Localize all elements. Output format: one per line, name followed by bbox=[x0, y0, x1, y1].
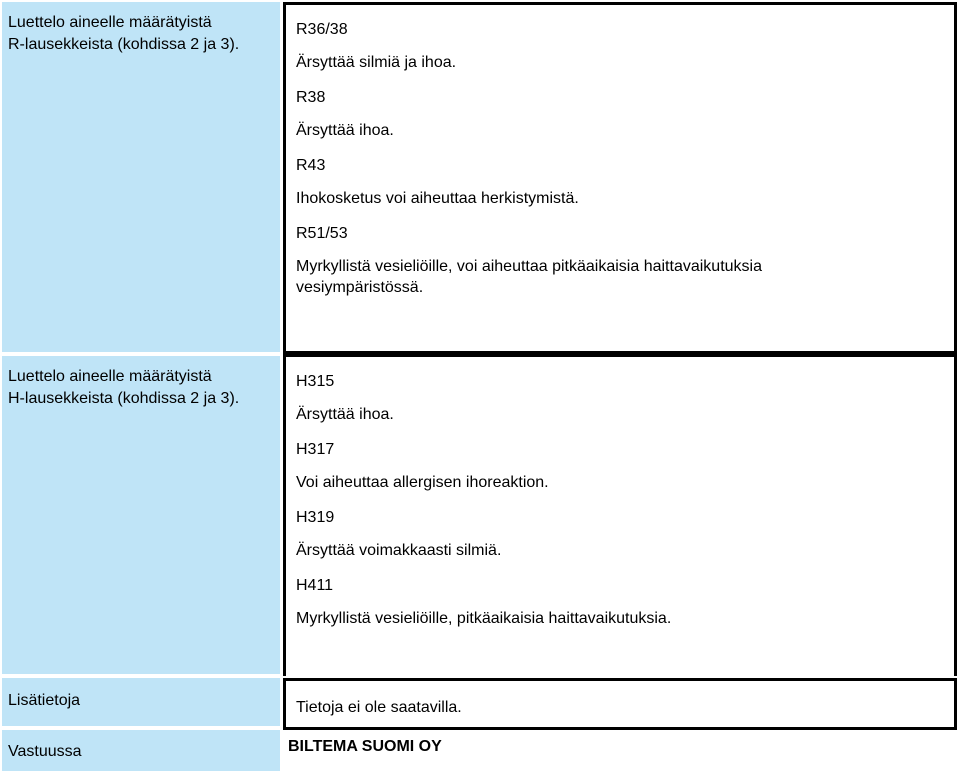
responsible-label-text: Vastuussa bbox=[8, 743, 82, 760]
r-phrase-code: R36/38 bbox=[296, 21, 348, 38]
h-phrase-text: Ärsyttää ihoa. bbox=[296, 406, 394, 423]
h-phrases-list bbox=[283, 354, 957, 676]
r-phrase-text: Ärsyttää ihoa. bbox=[296, 122, 394, 139]
r-phrases-label bbox=[2, 2, 280, 352]
h-phrase-text: Myrkyllistä vesieliöille, pitkäaikaisia haittavaikutuksia. bbox=[296, 610, 672, 627]
h-phrase-text: Ärsyttää voimakkaasti silmiä. bbox=[296, 542, 502, 559]
h-phrases-label bbox=[2, 356, 280, 674]
h-phrase-item bbox=[296, 575, 944, 629]
h-phrase-text: Voi aiheuttaa allergisen ihoreaktion. bbox=[296, 474, 549, 491]
h-phrases-label-line1: Luettelo aineelle määrätyistä bbox=[8, 368, 212, 385]
r-phrase-code: R43 bbox=[296, 157, 326, 174]
h-phrase-item bbox=[296, 507, 944, 561]
additional-info-value-cell bbox=[283, 678, 957, 730]
additional-info-label-text: Lisätietoja bbox=[8, 692, 81, 709]
r-phrase-code: R51/53 bbox=[296, 225, 348, 242]
r-phrase-text: Ärsyttää silmiä ja ihoa. bbox=[296, 54, 457, 71]
r-phrase-text: Ihokosketus voi aiheuttaa herkistymistä. bbox=[296, 190, 579, 207]
h-phrase-item bbox=[296, 439, 944, 493]
r-phrase-item bbox=[296, 223, 944, 298]
r-phrase-item bbox=[296, 19, 944, 73]
h-phrase-code: H411 bbox=[296, 577, 334, 594]
h-phrase-code: H317 bbox=[296, 441, 335, 458]
h-phrase-code: H315 bbox=[296, 373, 335, 390]
h-phrase-item bbox=[296, 371, 944, 425]
r-phrase-code: R38 bbox=[296, 89, 326, 106]
r-phrases-label-line2: R-lausekkeista (kohdissa 2 ja 3). bbox=[8, 36, 240, 53]
responsible-label bbox=[2, 730, 280, 771]
responsible-value: BILTEMA SUOMI OY bbox=[288, 738, 442, 755]
additional-info-label bbox=[2, 678, 280, 726]
h-phrase-code: H319 bbox=[296, 509, 335, 526]
r-phrases-list bbox=[283, 2, 957, 354]
r-phrase-text: Myrkyllistä vesieliöille, voi aiheuttaa pitkäaikaisia haittavaikutuksia vesiympäristössä. bbox=[296, 258, 762, 296]
r-phrase-item bbox=[296, 87, 944, 141]
additional-info-value: Tietoja ei ole saatavilla. bbox=[296, 699, 462, 716]
r-phrases-label-line1: Luettelo aineelle määrätyistä bbox=[8, 14, 212, 31]
r-phrase-item bbox=[296, 155, 944, 209]
h-phrases-label-line2: H-lausekkeista (kohdissa 2 ja 3). bbox=[8, 390, 240, 407]
